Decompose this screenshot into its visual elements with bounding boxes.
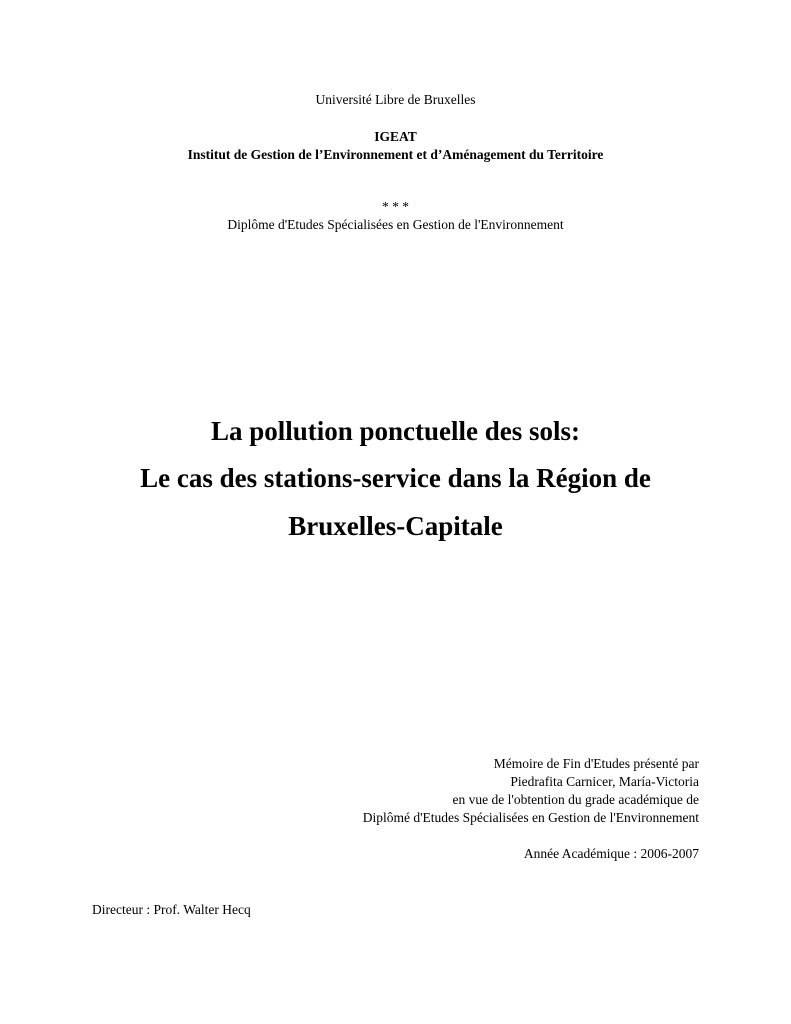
university-name: Université Libre de Bruxelles bbox=[315, 92, 476, 107]
academic-year: Année Académique : 2006-2007 bbox=[523, 846, 699, 861]
program-name: Diplôme d'Etudes Spécialisées en Gestion de l'Environnement bbox=[227, 217, 564, 232]
separator-stars: * * * bbox=[382, 199, 409, 214]
title-line-3: Bruxelles-Capitale bbox=[288, 511, 503, 541]
institute-name: Institut de Gestion de l’Environnement et d’Aménagement du Territoire bbox=[187, 147, 604, 162]
institute-acronym: IGEAT bbox=[374, 129, 417, 144]
submission-line-1: Mémoire de Fin d'Etudes présenté par bbox=[493, 756, 699, 771]
title-line-1: La pollution ponctuelle des sols: bbox=[210, 416, 581, 446]
title-line-2: Le cas des stations-service dans la Région de bbox=[140, 463, 651, 493]
submission-line-3: en vue de l'obtention du grade académique de bbox=[452, 792, 699, 807]
degree-name: Diplômé d'Etudes Spécialisées en Gestion de l'Environnement bbox=[362, 810, 699, 825]
author-name: Piedrafita Carnicer, María-Victoria bbox=[510, 774, 699, 789]
director: Directeur : Prof. Walter Hecq bbox=[92, 902, 251, 917]
